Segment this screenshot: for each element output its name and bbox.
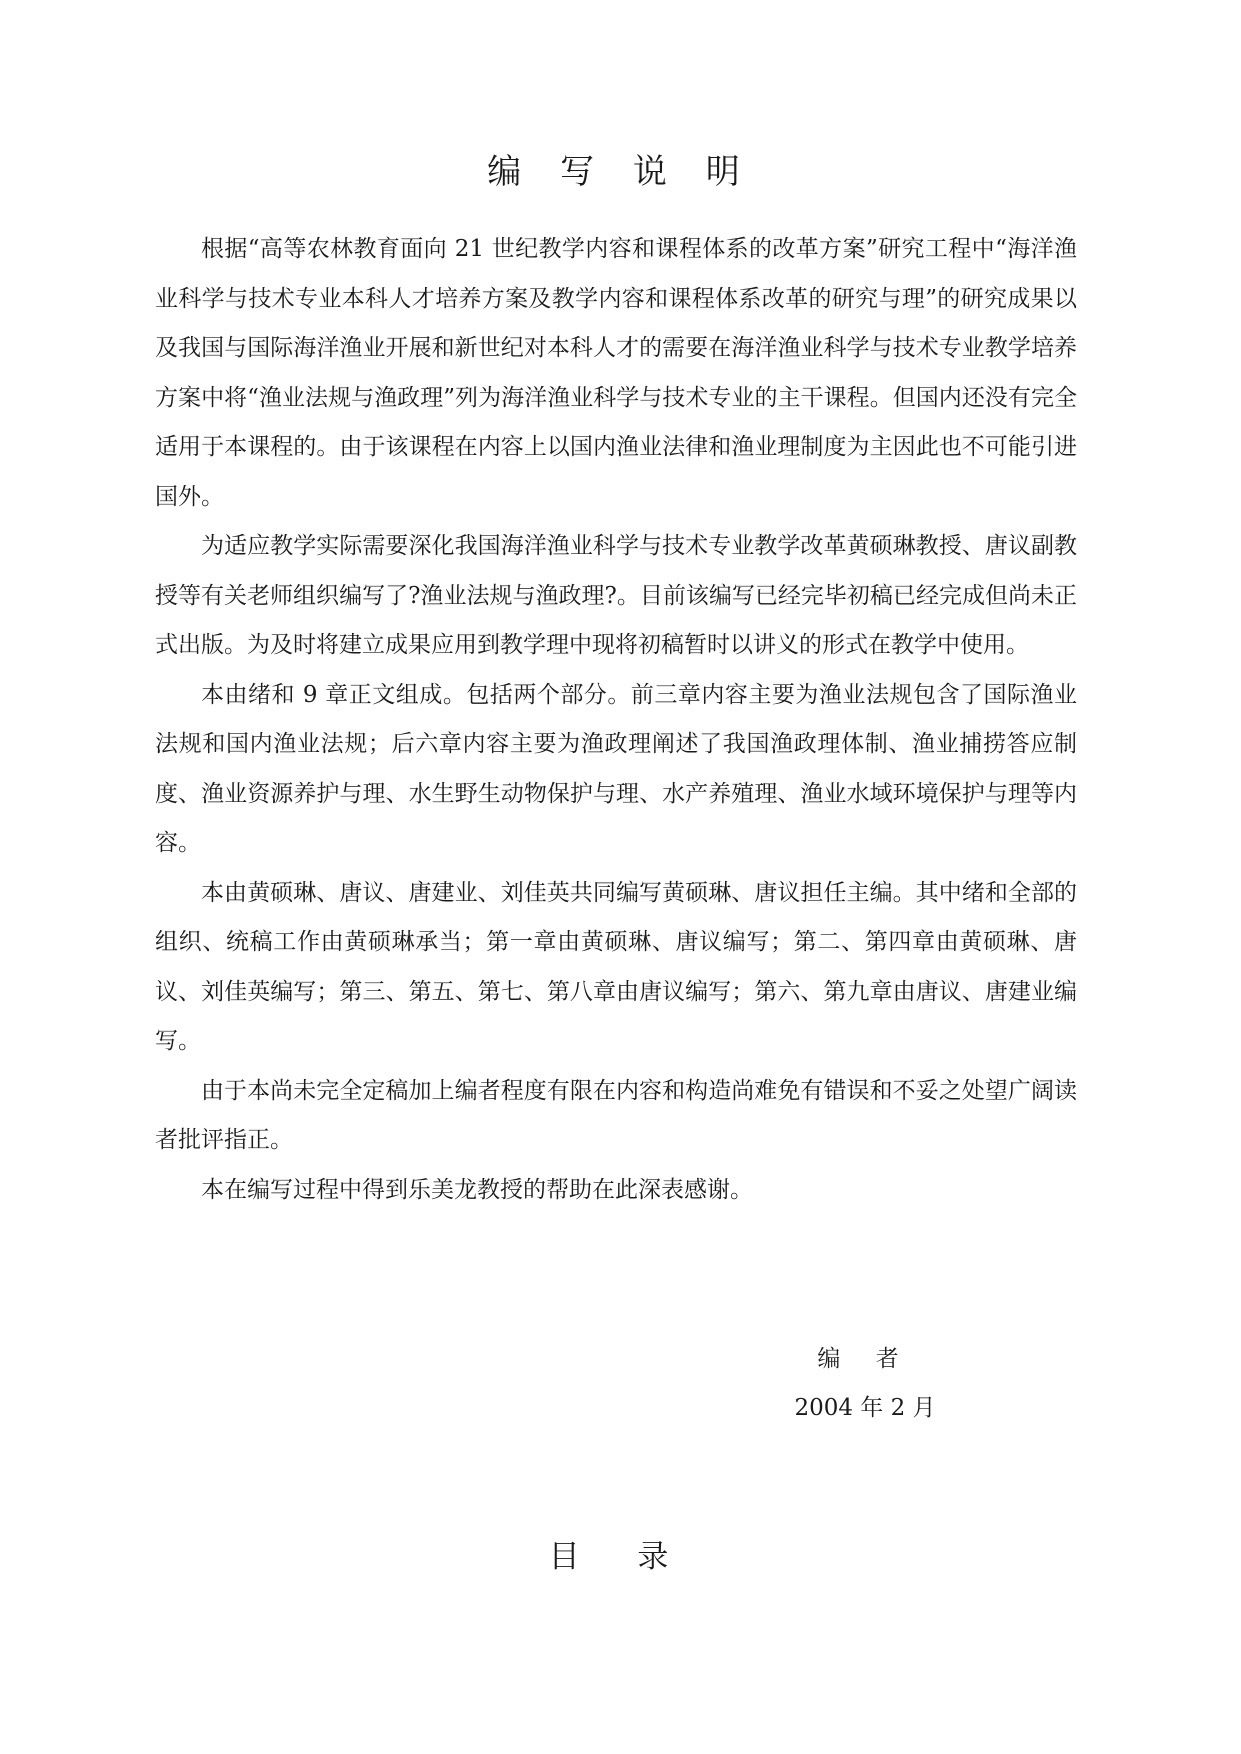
page-title: 编 写 说 明 <box>487 152 754 192</box>
signature-date: 2004 年 2 月 <box>794 1395 936 1421</box>
signature-block <box>780 1335 950 1433</box>
paragraph-4: 本由黄硕琳、唐议、唐建业、刘佳英共同编写黄硕琳、唐议担任主编。其中绪和全部的组织、统稿工作由黄硕琳承当；第一章由黄硕琳、唐议编写；第二、第四章由黄硕琳、唐议、刘佳英编写；第三、第五、第七、第八章由唐议编写；第六、第九章由唐议、唐建业编写。 <box>155 879 1077 1054</box>
paragraph-6: 本在编写过程中得到乐美龙教授的帮助在此深表感谢。 <box>201 1176 753 1203</box>
paragraph-2: 为适应教学实际需要深化我国海洋渔业科学与技术专业教学改革黄硕琳教授、唐议副教授等有关老师组织编写了?渔业法规与渔政理?。目前该编写已经完毕初稿已经完成但尚未正式出版。为及时将建立成果应用到教学理中现将初稿暂时以讲义的形式在教学中使用。 <box>155 533 1077 658</box>
signature-editor: 编 者 <box>817 1346 913 1372</box>
paragraph-1: 根据“高等农林教育面向 21 世纪教学内容和课程体系的改革方案”研究工程中“海洋渔业科学与技术专业本科人才培养方案及教学内容和课程体系改革的研究与理”的研究成果以及我国与国际海洋渔业开展和新世纪对本科人才的需要在海洋渔业科学与技术专业教学培养方案中将“渔业法规与渔政理”列为海洋渔业科学与技术专业的主干课程。但国内还没有完全适用于本课程的。由于该课程在内容上以国内渔业法律和渔业理制度为主因此也不可能引进国外。 <box>155 236 1077 510</box>
preface-body <box>155 225 1077 1215</box>
paragraph-5: 由于本尚未完全定稿加上编者程度有限在内容和构造尚难免有错误和不妥之处望广阔读者批评指正。 <box>155 1077 1077 1153</box>
toc-heading: 目 录 <box>548 1539 693 1575</box>
paragraph-3: 本由绪和 9 章正文组成。包括两个部分。前三章内容主要为渔业法规包含了国际渔业法规和国内渔业法规；后六章内容主要为渔政理阐述了我国渔政理体制、渔业捕捞答应制度、渔业资源养护与理、水生野生动物保护与理、水产养殖理、渔业水域环境保护与理等内容。 <box>155 681 1077 856</box>
